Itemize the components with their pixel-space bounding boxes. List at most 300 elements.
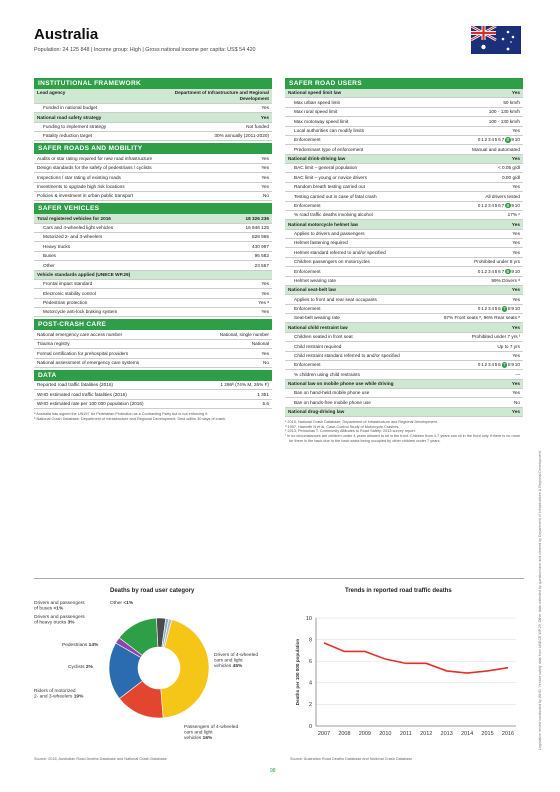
row-label: Buses xyxy=(43,253,57,259)
side-note-text: Legislative review conducted by WHO. Vehicle safety data from UNECE WP.29. Other data collected by questionnaire and cleared by Department of Infrastructure & Regional Development. xyxy=(538,450,542,750)
row-label: National emergency care access number xyxy=(37,331,123,337)
scale-digit: 6 xyxy=(498,268,501,274)
row-label: Ban on hands-free mobile phone use xyxy=(294,399,371,405)
table-row xyxy=(285,164,523,173)
row-value: Yes xyxy=(512,127,520,133)
row-value: 17% ᶜ xyxy=(507,212,520,218)
scale-digit: 7 xyxy=(503,306,506,312)
table-row xyxy=(285,192,523,201)
row-label: Helmet wearing rate xyxy=(294,277,336,283)
row-value: 0.00 g/dl xyxy=(502,174,520,180)
table-row xyxy=(34,164,272,173)
pie-slice-label: Passengers of 4-wheeled cars and light vehicles 16% xyxy=(184,725,239,742)
scale-digit: 8 xyxy=(506,137,510,143)
section-divider xyxy=(34,578,524,579)
row-value: Prohibited under 8 yrs xyxy=(474,259,520,265)
scale-digit: 2 xyxy=(484,306,488,312)
scale-digit: 8 xyxy=(507,362,511,368)
pie-slice-label: Drivers and passengers of heavy trucks 3% xyxy=(34,615,85,626)
row-label: Other xyxy=(43,262,55,268)
scale-digit: 1 xyxy=(481,137,484,143)
enforcement-scale xyxy=(477,362,520,368)
page-number: 98 xyxy=(270,768,276,774)
row-value: All drivers tested xyxy=(485,193,520,199)
row-label: Applies to front and rear seat occupants xyxy=(294,296,377,302)
row-label: Helmet standard referred to and/or specified xyxy=(294,249,386,255)
row-label: National drink-driving law xyxy=(288,156,346,162)
table-row xyxy=(285,98,523,107)
pie-slice-label: Cyclists 2% xyxy=(68,665,93,670)
x-tick-label: 2007 xyxy=(317,731,331,737)
x-tick-label: 2009 xyxy=(358,731,372,737)
row-value: Yes xyxy=(512,352,520,358)
users-rows xyxy=(285,89,523,417)
row-value: Yes xyxy=(512,240,520,246)
row-label: Audits or star rating required for new road infrastructure xyxy=(37,155,153,161)
scale-digit: 10 xyxy=(514,306,520,312)
table-row xyxy=(34,224,272,233)
line-source: Source: Australian Road Deaths Database and National Crash Database xyxy=(290,757,413,761)
australia-flag-icon xyxy=(471,26,521,54)
row-label: Helmet fastening required xyxy=(294,240,348,246)
row-value: Yes xyxy=(511,90,520,96)
table-row xyxy=(34,89,272,104)
row-value: 99% Drivers ᵈ xyxy=(491,277,520,283)
table-row xyxy=(34,390,272,399)
row-value: Yes xyxy=(512,390,520,396)
scale-digit: 4 xyxy=(491,202,494,208)
row-value: Yes xyxy=(261,155,269,161)
footnote: ᵈ 1997, Haworth N et al, Case-Control Study of Motorcycle Crashes. xyxy=(285,424,400,429)
row-value: No xyxy=(263,359,269,365)
scale-digit: 9 xyxy=(511,202,514,208)
row-label: Reported road traffic fatalities (2016) xyxy=(37,382,113,388)
row-label: National drug-driving law xyxy=(288,409,345,415)
table-row xyxy=(285,127,523,136)
table-row xyxy=(34,381,272,390)
row-label: Max urban speed limit xyxy=(294,99,340,105)
table-row xyxy=(285,220,523,229)
scale-digit: 7 xyxy=(501,202,505,208)
table-row xyxy=(34,349,272,358)
section-data: DATA xyxy=(34,370,272,381)
table-row xyxy=(285,202,523,211)
scale-digit: 10 xyxy=(514,202,520,208)
scale-digit: 9 xyxy=(511,362,514,368)
table-row xyxy=(34,154,272,163)
scale-digit: 8 xyxy=(506,268,510,274)
scale-digit: 6 xyxy=(498,306,501,312)
footnote: ᵉ 2013, Petroulias T. Community Attitudes to Road Safety: 2013 survey report. xyxy=(285,429,416,434)
row-value: National, single number xyxy=(219,331,269,337)
table-row xyxy=(34,214,272,223)
row-label: Lead agency xyxy=(37,90,66,96)
row-value: Yes xyxy=(260,114,269,120)
series-line xyxy=(324,643,508,673)
row-label: Policies & investment in urban public transport xyxy=(37,193,134,199)
scale-digit: 2 xyxy=(484,137,488,143)
scale-digit: 8 xyxy=(506,202,510,208)
scale-digit: 0 xyxy=(477,202,481,208)
table-row xyxy=(34,192,272,201)
pie-slice-label: Other <1% xyxy=(110,601,134,606)
row-value: Department of Infrastructure and Regional Development xyxy=(174,90,269,101)
row-label: Enforcement xyxy=(294,202,321,208)
enforcement-scale xyxy=(477,269,520,275)
row-label: Heavy trucks xyxy=(43,243,71,249)
row-value: 1 296ᵇ (74% M, 26% F) xyxy=(220,382,269,388)
table-row xyxy=(285,230,523,239)
scale-digit: 7 xyxy=(503,362,506,368)
row-label: Trauma registry xyxy=(37,341,70,347)
table-row xyxy=(285,333,523,342)
table-row xyxy=(285,267,523,276)
row-label: Seat-belt wearing rate xyxy=(294,315,340,321)
row-label: Children seated in front seat xyxy=(294,334,353,340)
row-value: No xyxy=(514,399,520,405)
table-row xyxy=(285,342,523,351)
scale-digit: 10 xyxy=(514,362,520,368)
table-row xyxy=(285,408,523,417)
scale-digit: 9 xyxy=(511,137,514,143)
scale-digit: 2 xyxy=(484,268,488,274)
row-value: Yes xyxy=(512,249,520,255)
pie-chart-title: Deaths by road user category xyxy=(110,588,195,594)
row-label: BAC limit – general population xyxy=(294,165,358,171)
row-value: Yes xyxy=(261,174,269,180)
row-label: National road safety strategy xyxy=(37,114,102,120)
table-row xyxy=(285,117,523,126)
row-value: Yes xyxy=(261,290,269,296)
row-label: National child restraint law xyxy=(288,324,348,330)
enforcement-scale xyxy=(477,137,520,143)
y-axis-label: Deaths per 100 000 population xyxy=(295,638,300,706)
scale-digit: 5 xyxy=(494,306,498,312)
table-row xyxy=(34,173,272,182)
row-value: — xyxy=(515,371,520,377)
row-label: National law on mobile phone use while driving xyxy=(288,381,394,387)
table-row xyxy=(34,271,272,280)
table-row xyxy=(285,108,523,117)
page-subtitle: Population: 24 125 848 | Income group: High | Gross national income per capita: US$ 54 420 xyxy=(34,47,256,53)
table-row xyxy=(285,286,523,295)
table-row xyxy=(285,277,523,286)
table-row xyxy=(285,211,523,220)
scale-digit: 4 xyxy=(491,268,494,274)
row-value: National xyxy=(251,341,269,347)
row-value: Yes xyxy=(511,221,520,227)
pie-slice-label: Drivers and passengers of buses <1% xyxy=(34,601,85,612)
x-tick-label: 2012 xyxy=(420,731,433,737)
row-label: Frontal impact standard xyxy=(43,281,93,287)
y-tick-label: 10 xyxy=(305,615,312,622)
x-tick-label: 2013 xyxy=(440,731,453,737)
scale-digit: 1 xyxy=(481,202,484,208)
row-value: Yes xyxy=(261,281,269,287)
row-label: % road traffic deaths involving alcohol xyxy=(294,212,373,218)
y-tick-label: 2 xyxy=(308,702,312,709)
row-value: Yes xyxy=(512,296,520,302)
table-row xyxy=(285,295,523,304)
row-label: National seat-belt law xyxy=(288,287,336,293)
x-tick-label: 2010 xyxy=(379,731,392,737)
row-label: Ban on hand-held mobile phone use xyxy=(294,390,370,396)
row-value: Yes xyxy=(512,184,520,190)
row-value: 828 965 xyxy=(252,234,269,240)
section-safer-vehicles: SAFER VEHICLES xyxy=(34,203,272,214)
scale-digit: 9 xyxy=(511,306,514,312)
row-value: 23 567 xyxy=(254,262,269,268)
row-label: Design standards for the safety of pedestrians / cyclists xyxy=(37,165,152,171)
row-value: Yes xyxy=(511,156,520,162)
x-tick-label: 2011 xyxy=(399,731,412,737)
scale-digit: 6 xyxy=(498,362,501,368)
row-label: WHO estimated road traffic fatalities (2016) xyxy=(37,391,127,397)
scale-digit: 4 xyxy=(491,137,494,143)
row-label: Formal certification for prehospital providers xyxy=(37,350,129,356)
table-row xyxy=(285,173,523,182)
pie-chart xyxy=(34,598,274,748)
scale-digit: 7 xyxy=(501,137,505,143)
table-row xyxy=(285,314,523,323)
row-value: Yes xyxy=(261,309,269,315)
table-row xyxy=(34,280,272,289)
row-value: Yes xyxy=(261,165,269,171)
scale-digit: 9 xyxy=(511,268,514,274)
table-row xyxy=(285,389,523,398)
postcrash-rows xyxy=(34,330,272,368)
row-label: WHO estimated rate per 100 000 population (2016) xyxy=(37,401,144,407)
side-note xyxy=(538,250,546,750)
left-column xyxy=(34,76,272,421)
table-row xyxy=(34,113,272,122)
row-label: Funded in national budget xyxy=(43,105,98,111)
row-value: Yes xyxy=(261,350,269,356)
section-institutional-framework: INSTITUTIONAL FRAMEWORK xyxy=(34,78,272,89)
row-value: 97% Front seats ᵉ, 96% Rear seats ᵉ xyxy=(443,315,520,321)
row-value: Yes xyxy=(511,381,520,387)
scale-digit: 3 xyxy=(487,202,491,208)
row-label: Pedestrian protection xyxy=(43,300,88,306)
table-row xyxy=(34,104,272,113)
y-tick-label: 0 xyxy=(308,723,312,730)
footnote: ᵇ National Crash Database, Department of Infrastructure and Regional Development. Died within 30 days of crash. xyxy=(34,416,227,421)
row-label: Random breath testing carried out xyxy=(294,184,365,190)
table-row xyxy=(34,400,272,409)
table-row xyxy=(34,183,272,192)
vehicles-rows xyxy=(34,214,272,317)
scale-digit: 0 xyxy=(477,306,481,312)
table-row xyxy=(34,233,272,242)
row-label: Enforcement xyxy=(294,306,321,312)
x-tick-label: 2008 xyxy=(338,731,351,737)
table-row xyxy=(34,299,272,308)
section-safer-roads: SAFER ROADS AND MOBILITY xyxy=(34,143,272,154)
line-chart-title: Trends in reported road traffic deaths xyxy=(345,588,452,594)
row-value: 100 - 130 km/h xyxy=(488,109,520,115)
scale-digit: 3 xyxy=(487,137,491,143)
row-label: Fatality reduction target xyxy=(43,133,92,139)
row-label: National speed limit law xyxy=(288,90,342,96)
scale-digit: 6 xyxy=(498,202,501,208)
pie-slice-label: Drivers of 4-wheeled cars and light vehicles 45% xyxy=(214,653,258,670)
table-row xyxy=(34,252,272,261)
scale-digit: 5 xyxy=(494,137,498,143)
table-row xyxy=(285,155,523,164)
row-value: Yes xyxy=(511,287,520,293)
roads-rows xyxy=(34,154,272,201)
row-value: 50 km/h xyxy=(503,99,520,105)
row-label: Predominant type of enforcement xyxy=(294,146,364,152)
row-label: National motorcycle helmet law xyxy=(288,221,359,227)
table-row xyxy=(34,359,272,368)
table-row xyxy=(285,183,523,192)
row-label: Max motorway speed limit xyxy=(294,118,349,124)
line-chart xyxy=(290,598,530,753)
table-row xyxy=(34,261,272,270)
y-tick-label: 6 xyxy=(308,659,312,665)
scale-digit: 4 xyxy=(491,362,494,368)
row-label: Child restraint required xyxy=(294,343,342,349)
table-row xyxy=(285,380,523,389)
enforcement-scale xyxy=(477,203,520,209)
table-row xyxy=(285,370,523,379)
table-row xyxy=(34,340,272,349)
scale-digit: 5 xyxy=(494,362,498,368)
scale-digit: 2 xyxy=(484,202,488,208)
row-value: 5.6 xyxy=(262,401,269,407)
row-value: 18 326 236 xyxy=(245,215,269,221)
row-value: 430 997 xyxy=(252,243,269,249)
table-row xyxy=(285,361,523,370)
pie-source: Source: 2016, Australian Road Deaths Database and National Crash Database xyxy=(34,757,167,761)
row-label: Applies to drivers and passengers xyxy=(294,231,365,237)
row-value: Yes ᵃ xyxy=(258,300,269,306)
scale-digit: 5 xyxy=(494,202,498,208)
right-footnotes xyxy=(285,420,523,443)
right-column xyxy=(285,76,523,443)
table-row xyxy=(285,239,523,248)
row-value: Prohibited under 7 yrs ᶠ xyxy=(471,334,520,340)
scale-digit: 1 xyxy=(481,306,484,312)
table-row xyxy=(285,305,523,314)
row-label: Motorized 2- and 3-wheelers xyxy=(43,234,103,240)
scale-digit: 3 xyxy=(487,362,491,368)
table-row xyxy=(285,89,523,98)
row-label: Inspections / star rating of existing roads xyxy=(37,174,121,180)
scale-digit: 8 xyxy=(507,306,511,312)
row-label: Children passengers on motorcycles xyxy=(294,259,370,265)
row-value: 30% annually (2011-2020) xyxy=(214,133,269,139)
row-value: 16 946 125 xyxy=(245,225,269,231)
y-tick-label: 4 xyxy=(308,680,312,687)
scale-digit: 10 xyxy=(514,268,520,274)
row-label: Cars and 4-wheeled light vehicles xyxy=(43,225,114,231)
scale-digit: 1 xyxy=(481,268,484,274)
scale-digit: 0 xyxy=(477,137,481,143)
row-label: Max rural speed limit xyxy=(294,109,338,115)
pie-slice-label: Riders of motorized 2- and 3-wheelers 19% xyxy=(34,689,84,700)
row-label: Local authorities can modify limits xyxy=(294,127,365,133)
scale-digit: 10 xyxy=(514,137,520,143)
row-label: Enforcement xyxy=(294,362,321,368)
scale-digit: 5 xyxy=(494,268,498,274)
footnote: ᶜ 2015, National Crash Database, Department of Infrastructure and Regional Development. xyxy=(285,420,438,425)
row-label: Vehicle standards applied (UNECE WP.29) xyxy=(37,271,131,277)
data-rows xyxy=(34,381,272,409)
enforcement-scale xyxy=(477,306,520,312)
row-label: Electronic stability control xyxy=(43,290,96,296)
table-row xyxy=(34,242,272,251)
row-value: 96 582 xyxy=(254,253,269,259)
row-label: Testing carried out in case of fatal crash xyxy=(294,193,377,199)
row-value: Yes xyxy=(511,409,520,415)
row-value: < 0.05 g/dl xyxy=(497,165,520,171)
table-row xyxy=(34,330,272,339)
table-row xyxy=(285,323,523,332)
table-row xyxy=(34,308,272,317)
table-row xyxy=(34,289,272,298)
scale-digit: 4 xyxy=(491,306,494,312)
row-value: 100 - 130 km/h xyxy=(488,118,520,124)
scale-digit: 3 xyxy=(487,306,491,312)
table-row xyxy=(34,123,272,132)
row-label: National assessment of emergency care systems xyxy=(37,359,140,365)
scale-digit: 3 xyxy=(487,268,491,274)
institutional-rows xyxy=(34,89,272,141)
scale-digit: 0 xyxy=(477,362,481,368)
section-post-crash-care: POST-CRASH CARE xyxy=(34,319,272,330)
x-tick-label: 2016 xyxy=(501,731,515,737)
row-label: Funding to implement strategy xyxy=(43,124,107,130)
left-footnotes xyxy=(34,412,272,421)
x-tick-label: 2014 xyxy=(460,731,474,737)
scale-digit: 6 xyxy=(498,137,501,143)
row-value: No xyxy=(263,193,269,199)
row-label: Motorcycle anti-lock braking system xyxy=(43,309,118,315)
scale-digit: 0 xyxy=(477,268,481,274)
section-safer-road-users: SAFER ROAD USERS xyxy=(285,78,523,89)
table-row xyxy=(285,258,523,267)
scale-digit: 2 xyxy=(484,362,488,368)
scale-digit: 7 xyxy=(501,268,505,274)
row-value: Up to 7 yrs xyxy=(497,343,520,349)
pie-slice-label: Pedestrians 14% xyxy=(62,643,99,648)
row-label: Enforcement xyxy=(294,137,321,143)
footnote: ᵃ Australia has signed the UN197 for Pedestrian Protection as a Contracting Party but is not enforcing it. xyxy=(34,412,209,417)
row-value: Manual and automated xyxy=(472,146,520,152)
table-row xyxy=(34,132,272,141)
row-label: BAC limit – young or novice drivers xyxy=(294,174,367,180)
row-value: Yes xyxy=(261,183,269,189)
y-tick-label: 8 xyxy=(308,637,312,644)
footnote: ᶠ In no circumstances are children under 4 years allowed to sit in the front. Children from 4-7 years can sit in the front only if there is no room for them in the back due to the back seats being occupied by other children under 7 years. xyxy=(285,433,521,443)
row-value: Yes xyxy=(511,324,520,330)
row-value: 1 351 xyxy=(257,391,269,397)
row-label: % children using child restraints xyxy=(294,371,360,377)
scale-digit: 1 xyxy=(481,362,484,368)
table-row xyxy=(285,145,523,154)
row-value: Yes xyxy=(261,105,269,111)
table-row xyxy=(285,248,523,257)
row-value: Not funded xyxy=(246,124,269,130)
row-label: Enforcement xyxy=(294,268,321,274)
row-label: Total registered vehicles for 2016 xyxy=(37,215,111,221)
page-title: Australia xyxy=(34,26,99,43)
x-tick-label: 2015 xyxy=(481,731,494,737)
table-row xyxy=(285,352,523,361)
table-row xyxy=(285,136,523,145)
